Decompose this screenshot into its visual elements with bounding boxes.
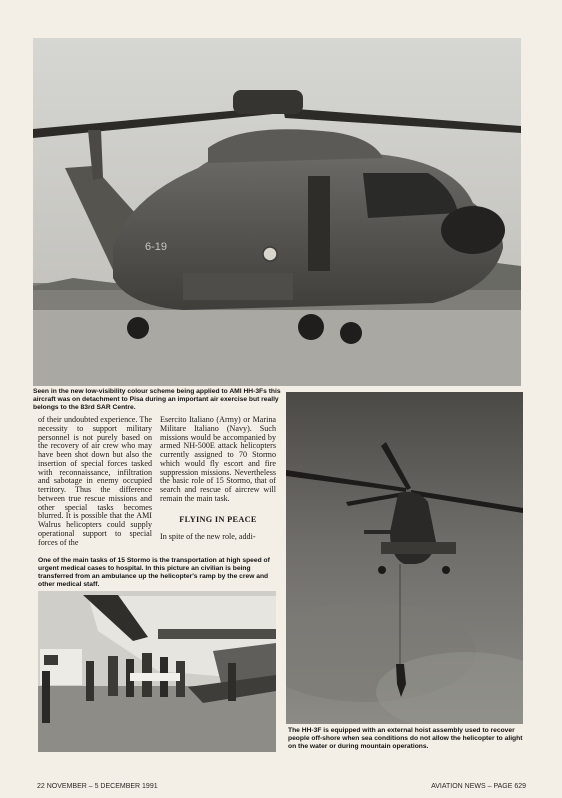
article-text-column-2b: In spite of the new role, addi- — [160, 532, 256, 542]
ambulance-loading-photo — [38, 591, 276, 752]
caption-top-photo: Seen in the new low-visibility colour scheme being applied to AMI HH-3Fs this aircraft was on detachment to Pisa during an important air exercise but really belongs to the 83rd SAR Centre. — [33, 388, 281, 411]
fuselage-code: 6-19 — [145, 241, 168, 253]
helicopter-ground-photo — [33, 38, 521, 386]
footer-page-number: AVIATION NEWS – PAGE 629 — [431, 783, 526, 790]
article-column-2 — [160, 416, 276, 542]
caption-hoist-photo: The HH-3F is equipped with an external hoist assembly used to recover people off-shore when sea conditions do not allow the helicopter to alight on the water or during mountain operations. — [288, 727, 523, 750]
article-subheading: FLYING IN PEACE — [179, 514, 257, 524]
footer-issue-date: 22 NOVEMBER – 5 DECEMBER 1991 — [37, 783, 158, 790]
helicopter-hoist-photo — [286, 392, 523, 724]
caption-ambulance-photo: One of the main tasks of 15 Stormo is the transportation at high speed of urgent medical cases to hospital. In this picture an civilian is being transferred from an ambulance up the helicopter's ramp by the crew and other medical staff. — [38, 557, 270, 588]
article-column-1 — [38, 416, 152, 547]
article-text-column-1: of their undoubted experience. The necessity to support military personnel is not purely based on the recovery of air crew who may have been shot down but also the insertion of special forces tasked with reconnaissance, infiltration and sabotage in enemy occupied territory. Thus the difference between true rescue missions and other special tasks becomes blurred. It is possible that the AMI Walrus helicopters could supply operational support to special forces of the — [38, 415, 152, 547]
article-text-column-2a: Esercito Italiano (Army) or Marina Militare Italiano (Navy). Such missions would be accompanied by armed NH-500E attack helicopters currently assigned to 70 Stormo which would fly escort and fire suppression missions. Nevertheless the basic role of 15 Stormo, that of search and rescue of aircrew will remain the main task. — [160, 415, 276, 503]
